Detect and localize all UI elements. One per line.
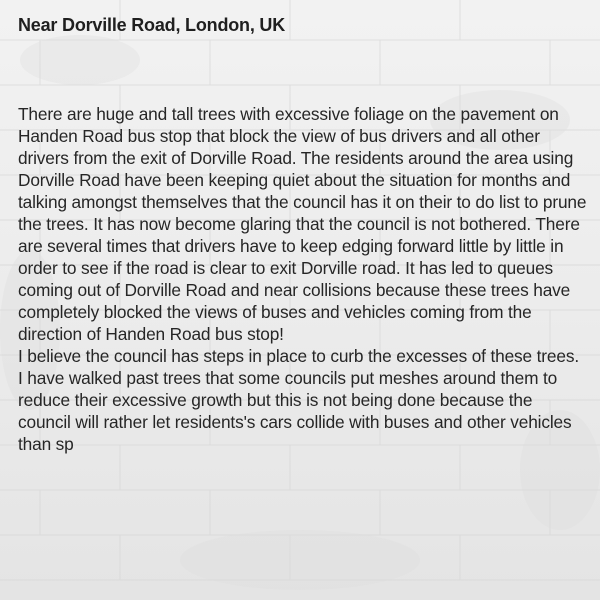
location-title: Near Dorville Road, London, UK: [18, 15, 286, 35]
report-description: [18, 103, 588, 510]
report-paragraph-1: There are huge and tall trees with excessive foliage on the pavement on Handen Road bus stop that block the view of bus drivers and all other drivers from the exit of Dorville Road. The residents around the area using Dorville Road have been keeping quiet about the situation for months and talking amongst themselves that the council has it on their to do list to prune the trees. It has now become glaring that the council is not bothered. There are several times that drivers have to keep edging forward little by little in order to see if the road is clear to exit Dorville road. It has led to queues coming out of Dorville Road and near collisions because these trees have completely blocked the views of buses and vehicles coming from the direction of Handen Road bus stop!: [18, 104, 587, 344]
report-paragraph-2: I believe the council has steps in place to curb the excesses of these trees. I have walked past trees that some councils put meshes around them to reduce their excessive growth but this is not being done because the council will rather let residents's cars collide with buses and other vehicles than sp: [18, 346, 579, 454]
